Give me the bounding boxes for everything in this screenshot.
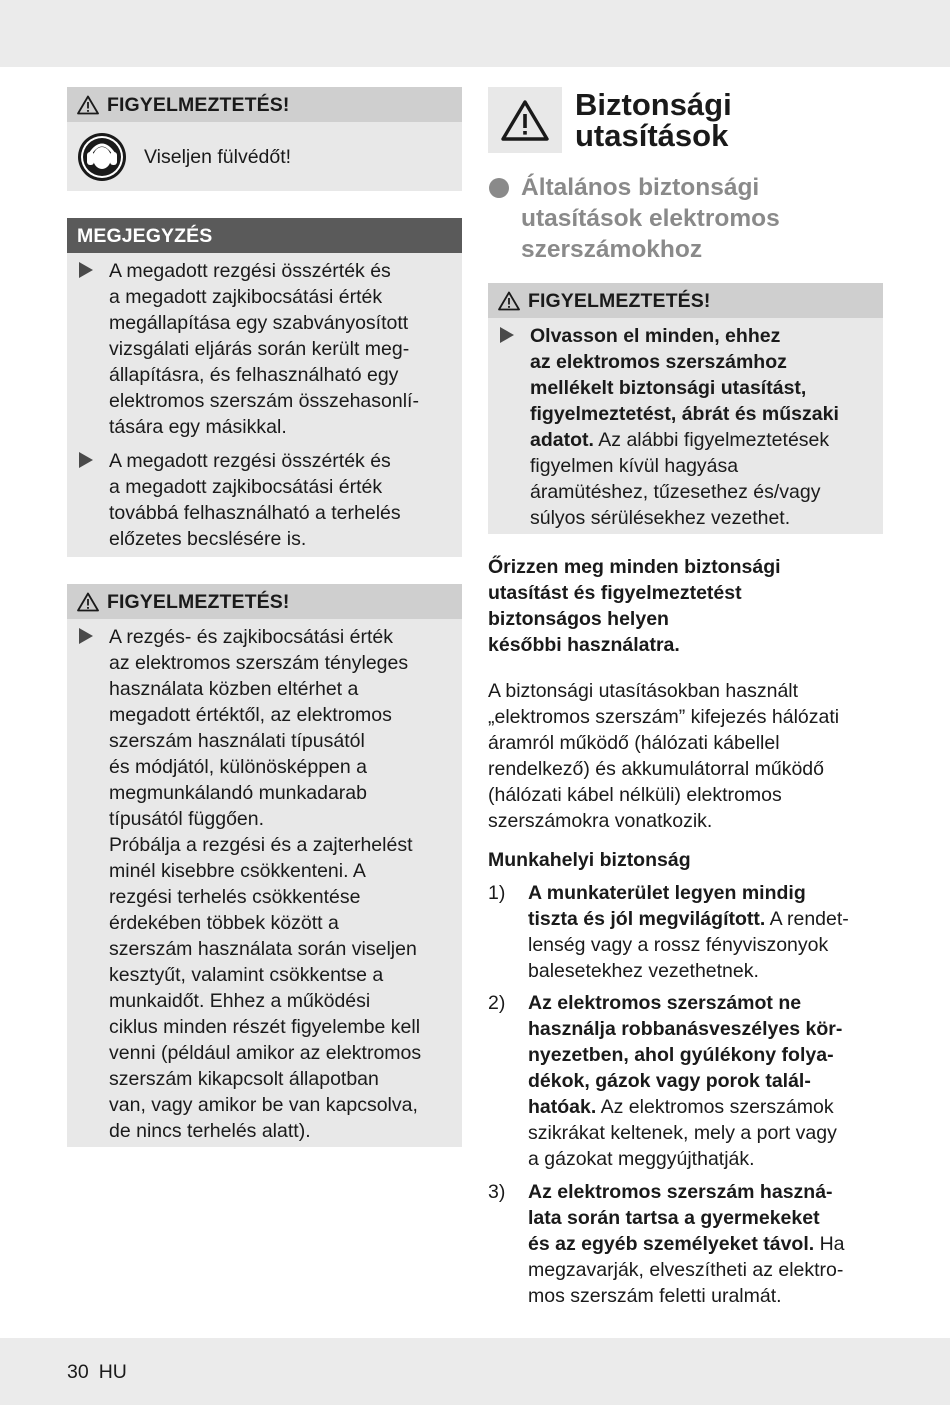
warning-header: [67, 87, 462, 122]
sub-heading-text: Általános biztonsági utasítások elektromos szerszámokhoz: [521, 174, 780, 263]
keep-instructions-text: Őrizzen meg minden biztonsági utasítást és figyelmeztetést biztonságos helyen későbbi használatra.: [488, 556, 781, 656]
warning-vibration-text: A rezgés- és zajkibocsátási érték az elektromos szerszám tényleges használata közben eltérhet a megadott értéktől, az elektromos szerszám használati típusától és módjától, különösképpen a megmunkálandó munkadarab típusától függően. Próbálja a rezgési és a zajterhelést minél kisebbre csökkenteni. A rezgési terhelés csökkentése érdekében többek között a szerszám használata során viseljen kesztyűt, valamint csökkentse a munkaidőt. Ehhez a működési ciklus minden részét figyelembe kell venni (például amikor az elektromos szerszám kikapcsolt állapotban van, vagy amikor be van kapcsolva, de nincs terhelés alatt).: [109, 626, 422, 1142]
note-item: [67, 448, 462, 552]
workplace-item: [488, 990, 888, 1172]
item-number: 1): [488, 882, 506, 904]
warning-triangle-icon: [498, 291, 520, 311]
item-bold-text: Az elektromos szerszám haszná- lata során tartsa a gyermekeket és az egyéb személyeket távol.: [528, 1181, 833, 1255]
note-item-text: A megadott rezgési összérték és a megadott zajkibocsátási érték továbbá felhasználható a terhelés előzetes becslésére is.: [109, 450, 401, 550]
item-number: 2): [488, 992, 506, 1014]
ear-protection-row: [67, 122, 462, 182]
warning-title: FIGYELMEZTETÉS!: [528, 289, 711, 312]
page-language: HU: [98, 1361, 127, 1383]
warning-title: FIGYELMEZTETÉS!: [107, 590, 290, 613]
workplace-item: [488, 1179, 888, 1309]
top-margin-band: [0, 0, 950, 67]
note-item-text: A megadott rezgési összérték és a megadott zajkibocsátási érték megállapítása egy szabványosított vizsgálati eljárás során került meg- állapításra, és felhasználható egy elektromos szerszám összehasonlí- tására egy másikkal.: [109, 260, 419, 438]
warning-box-vibration: [67, 584, 462, 1147]
warning-header: [67, 584, 462, 619]
warning-box-ear-protection: [67, 87, 462, 191]
bullet-arrow-icon: [500, 327, 514, 343]
warning-title: FIGYELMEZTETÉS!: [107, 93, 290, 116]
workplace-item: [488, 880, 888, 984]
item-normal-text: A rendet- lenség vagy a rossz fényviszonyok balesetekhez vezethetnek.: [528, 908, 849, 982]
page-footer: [67, 1359, 127, 1385]
note-title: MEGJEGYZÉS: [77, 224, 213, 247]
bullet-arrow-icon: [79, 262, 93, 278]
definition-text: A biztonsági utasításokban használt „elektromos szerszám” kifejezés hálózati áramról működő (hálózati kábellel rendelkező) és akkumulátorral működő (hálózati kábel nélküli) elektromos szerszámokra vonatkozik.: [488, 680, 840, 832]
bullet-dot-icon: [489, 178, 509, 198]
warning-triangle-icon: [77, 95, 99, 115]
item-bold-text: Az elektromos szerszámot ne használja robbanásveszélyes kör- nyezetben, ahol gyúlékony folya- dékok, gázok vagy porok talál- hatóak.: [528, 992, 843, 1118]
footer-band: [0, 1338, 950, 1405]
item-normal-text: Ha megzavarják, elveszítheti az elektro- mos szerszám feletti uralmát.: [528, 1233, 845, 1307]
item-number: 3): [488, 1181, 506, 1203]
sub-heading: [489, 172, 889, 265]
warning-box-read-instructions: [488, 283, 883, 534]
warning-read-text: [530, 323, 881, 531]
ear-protection-text: Viseljen fülvédőt!: [144, 146, 292, 168]
note-box: [67, 218, 462, 557]
warning-read-bold: Olvasson el minden, ehhez az elektromos szerszámhoz mellékelt biztonsági utasítást, figyelmeztetést, ábrát és műszaki adatot.: [530, 325, 839, 451]
warning-item: [488, 323, 883, 531]
item-text: [528, 880, 888, 984]
page-number: 30: [67, 1361, 89, 1383]
section-heading: [488, 87, 883, 153]
item-normal-text: Az elektromos szerszámok szikrákat keltenek, mely a port vagy a gázokat meggyújthatják.: [528, 1096, 837, 1170]
warning-triangle-icon: [77, 592, 99, 612]
item-text: [528, 1179, 888, 1309]
note-header: [67, 218, 462, 253]
note-item: [67, 258, 462, 440]
item-text: [528, 990, 888, 1172]
warning-triangle-large-icon: [488, 87, 562, 153]
warning-header: [488, 283, 883, 318]
warning-read-normal: Az alábbi figyelmeztetések figyelmen kívül hagyása áramütéshez, tűzesethez és/vagy súlyos sérülésekhez vezethet.: [530, 429, 830, 529]
bullet-arrow-icon: [79, 452, 93, 468]
ear-protection-icon: [77, 132, 127, 182]
workplace-safety-title: Munkahelyi biztonság: [488, 849, 691, 871]
heading-icon-box: [488, 87, 562, 153]
page-title: Biztonsági utasítások: [575, 87, 732, 153]
warning-item: [67, 624, 462, 1144]
bullet-arrow-icon: [79, 628, 93, 644]
item-bold-text: A munkaterület legyen mindig tiszta és jól megvilágított.: [528, 882, 806, 930]
